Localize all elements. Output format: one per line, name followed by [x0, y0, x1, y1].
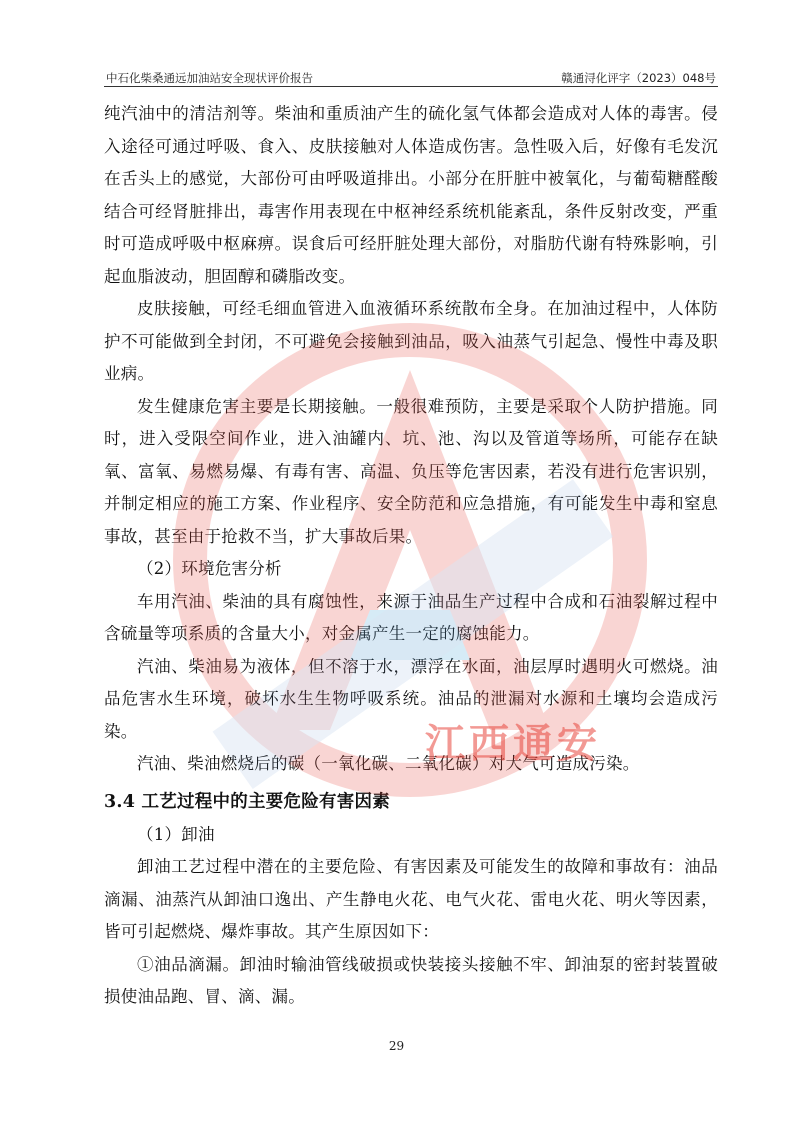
subsection-environment-heading: （2）环境危害分析	[137, 559, 282, 578]
header-report-title: 中石化柴桑通远加油站安全现状评价报告	[106, 71, 313, 85]
section-heading-3-4: 3.4 工艺过程中的主要危险有害因素	[104, 791, 391, 812]
paragraph-toxicity: 纯汽油中的清洁剂等。柴油和重质油产生的硫化氢气体都会造成对人体的毒害。侵入途径可通过呼吸、食入、皮肤接触对人体造成伤害。急性吸入后，好像有毛发沉在舌头上的感觉，大部份可由呼吸道排出。小部分在肝脏中被氧化，与葡萄糖醛酸结合可经肾脏排出，毒害作用表现在中枢神经系统机能紊乱，条件反射改变，严重时可造成呼吸中枢麻痹。误食后可经肝脏处理大部份，对脂肪代谢有特殊影响，引起血脂波动，胆固醇和磷脂改变。	[104, 104, 718, 286]
watermark-text: 江西通安	[425, 721, 601, 767]
paragraph-oil-drip: ①油品滴漏。卸油时输油管线破损或快装接头接触不牢、卸油泵的密封装置破损使油品跑、冒、滴、漏。	[104, 954, 718, 1006]
page-header	[104, 68, 718, 87]
paragraph-health-hazard: 发生健康危害主要是长期接触。一般很难预防，主要是采取个人防护措施。同时，进入受限空间作业，进入油罐内、坑、池、沟以及管道等场所，可能存在缺氧、富氧、易燃易爆、有毒有害、高温、负压等危害因素，若没有进行危害识别，并制定相应的施工方案、作业程序、安全防范和应急措施，有可能发生中毒和窒息事故，甚至由于抢救不当，扩大事故后果。	[104, 396, 718, 546]
paragraph-skin-contact: 皮肤接触，可经毛细血管进入血液循环系统散布全身。在加油过程中，人体防护不可能做到全封闭，不可避免会接触到油品，吸入油蒸气引起急、慢性中毒及职业病。	[104, 299, 718, 383]
paragraph-air-pollution: 汽油、柴油燃烧后的碳（一氧化碳、二氧化碳）对大气可造成污染。	[137, 754, 640, 773]
paragraph-unloading-hazards: 卸油工艺过程中潜在的主要危险、有害因素及可能发生的故障和事故有：油品滴漏、油蒸汽从卸油口逸出、产生静电火花、电气火花、雷电火花、明火等因素，皆可引起燃烧、爆炸事故。其产生原因如下：	[104, 857, 718, 941]
header-document-number: 赣通浔化评字（2023）048号	[561, 71, 716, 85]
paragraph-corrosion: 车用汽油、柴油的具有腐蚀性，来源于油品生产过程中合成和石油裂解过程中含硫量等项系质的含量大小，对金属产生一定的腐蚀能力。	[104, 591, 718, 643]
page-number: 29	[388, 1039, 405, 1053]
paragraph-water-pollution: 汽油、柴油易为液体，但不溶于水，漂浮在水面，油层厚时遇明火可燃烧。油品危害水生环境，破坏水生生物呼吸系统。油品的泄漏对水源和土壤均会造成污染。	[104, 656, 718, 741]
document-body	[104, 98, 718, 1014]
subsection-unloading-heading: （1）卸油	[137, 824, 215, 844]
